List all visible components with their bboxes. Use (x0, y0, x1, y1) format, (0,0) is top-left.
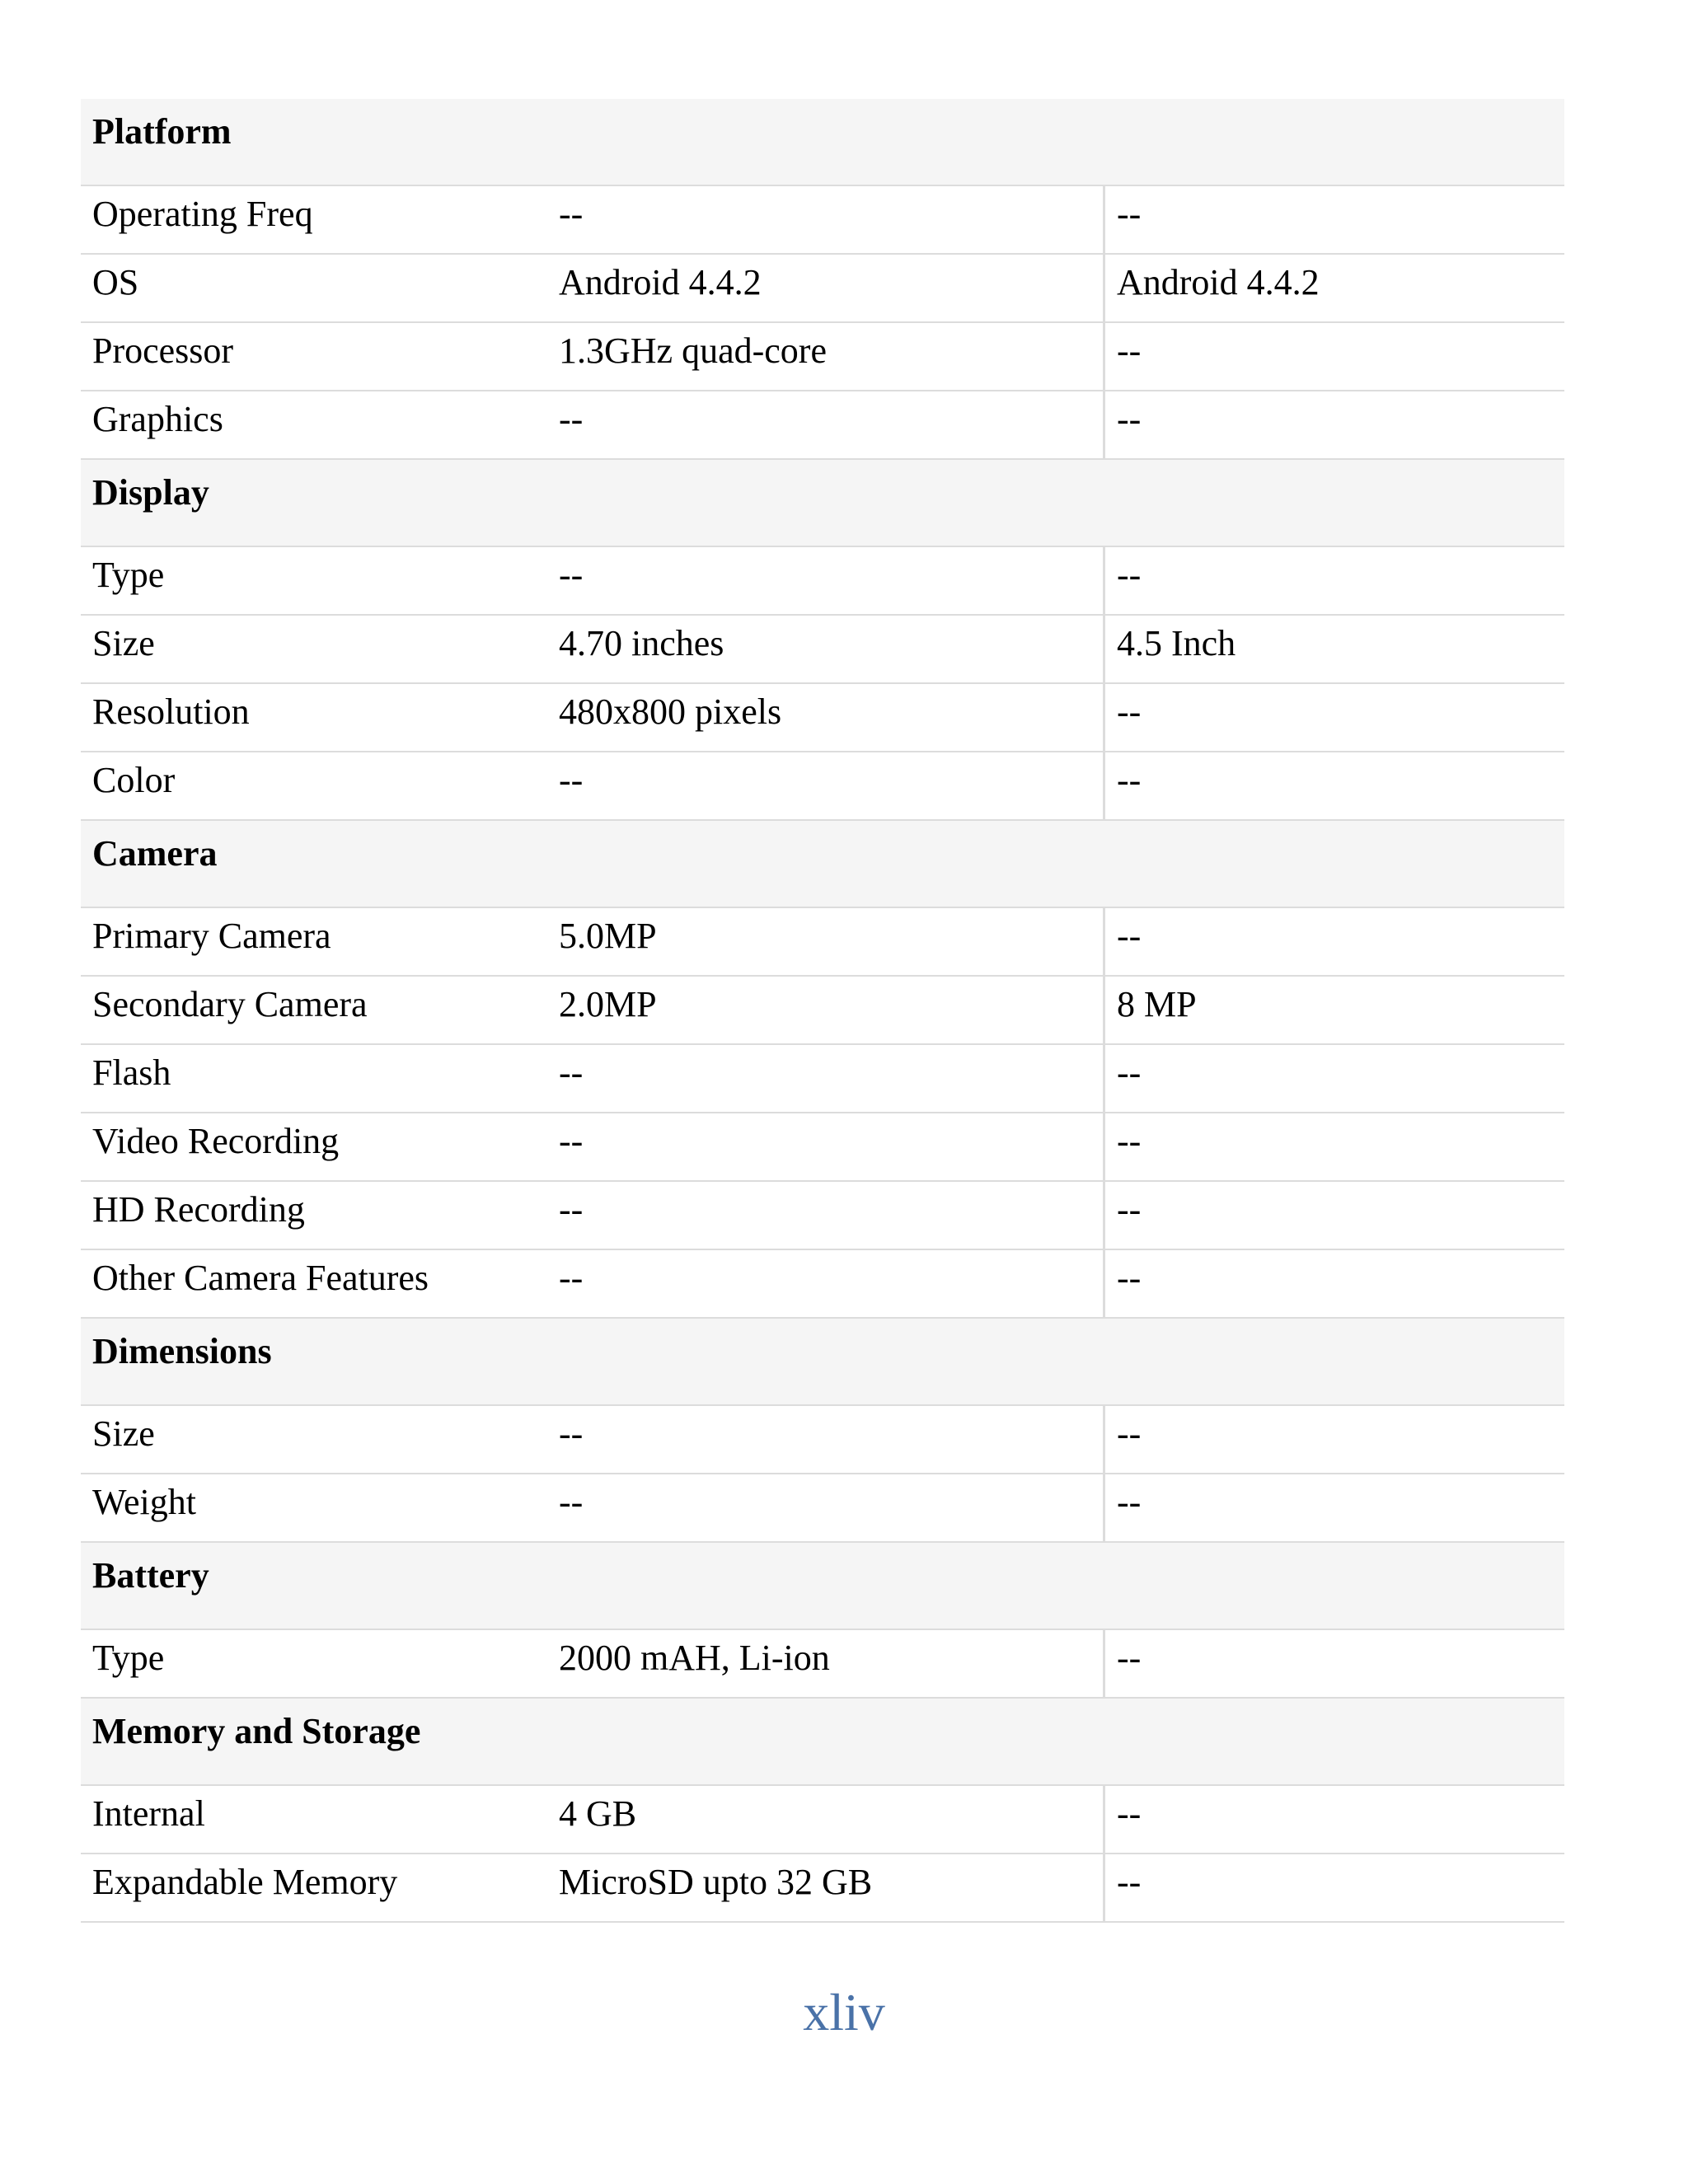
spec-value-1: 2.0MP (559, 984, 657, 1024)
spec-label: Secondary Camera (92, 984, 368, 1024)
spec-value-2: -- (1103, 1182, 1564, 1249)
table-row (81, 186, 1564, 255)
section-header-dimensions (81, 1319, 1564, 1406)
section-title: Dimensions (92, 1331, 272, 1371)
spec-label: Video Recording (92, 1121, 340, 1161)
spec-value-1: -- (559, 1482, 584, 1522)
table-row (81, 391, 1564, 460)
spec-value-1: -- (559, 1189, 584, 1230)
spec-label: Graphics (92, 399, 223, 439)
table-row (81, 255, 1564, 323)
spec-value-1: 2000 mAH, Li-ion (559, 1638, 830, 1678)
spec-label: Color (92, 760, 176, 800)
table-row (81, 1474, 1564, 1543)
section-title: Memory and Storage (92, 1711, 421, 1751)
spec-value-2: -- (1103, 323, 1564, 390)
spec-value-2: -- (1103, 186, 1564, 253)
section-title: Display (92, 472, 209, 513)
section-header-camera (81, 821, 1564, 908)
spec-value-1: -- (559, 760, 584, 800)
section-title: Camera (92, 833, 218, 874)
spec-value-2: -- (1103, 547, 1564, 614)
spec-value-1: -- (559, 1121, 584, 1161)
table-row (81, 1630, 1564, 1699)
table-row (81, 616, 1564, 684)
spec-value-2: 8 MP (1103, 977, 1564, 1043)
table-row (81, 684, 1564, 752)
table-row (81, 1045, 1564, 1113)
table-row (81, 1182, 1564, 1250)
spec-value-2: Android 4.4.2 (1103, 255, 1564, 321)
spec-value-2: -- (1103, 752, 1564, 819)
spec-label: HD Recording (92, 1189, 305, 1230)
spec-label: Expandable Memory (92, 1862, 398, 1902)
spec-value-1: 1.3GHz quad-core (559, 330, 827, 371)
spec-value-1: -- (559, 555, 584, 595)
table-row (81, 1406, 1564, 1474)
section-title: Battery (92, 1555, 209, 1596)
spec-label: Size (92, 1413, 155, 1454)
spec-label: Other Camera Features (92, 1258, 429, 1298)
section-title: Platform (92, 111, 232, 152)
spec-label: Type (92, 555, 165, 595)
section-header-display (81, 460, 1564, 547)
spec-value-2: -- (1103, 908, 1564, 975)
spec-label: Internal (92, 1793, 205, 1834)
spec-value-2: -- (1103, 1630, 1564, 1697)
spec-value-1: 4 GB (559, 1793, 637, 1834)
spec-value-1: MicroSD upto 32 GB (559, 1862, 873, 1902)
spec-label: Weight (92, 1482, 196, 1522)
spec-value-1: -- (559, 1258, 584, 1298)
spec-value-2: -- (1103, 1786, 1564, 1853)
spec-value-1: Android 4.4.2 (559, 262, 762, 302)
spec-table (81, 99, 1564, 1923)
spec-value-1: 480x800 pixels (559, 691, 782, 732)
table-row (81, 908, 1564, 977)
table-row (81, 1786, 1564, 1854)
spec-value-2: 4.5 Inch (1103, 616, 1564, 682)
section-header-battery (81, 1543, 1564, 1630)
section-header-platform (81, 99, 1564, 186)
spec-value-1: 4.70 inches (559, 623, 724, 663)
spec-label: Type (92, 1638, 165, 1678)
spec-value-2: -- (1103, 391, 1564, 458)
spec-value-1: -- (559, 1052, 584, 1093)
spec-value-1: -- (559, 399, 584, 439)
spec-label: Primary Camera (92, 916, 331, 956)
table-row (81, 1250, 1564, 1319)
spec-value-2: -- (1103, 684, 1564, 751)
spec-value-1: -- (559, 194, 584, 234)
table-row (81, 977, 1564, 1045)
spec-label: Processor (92, 330, 234, 371)
spec-label: Resolution (92, 691, 250, 732)
spec-value-2: -- (1103, 1045, 1564, 1112)
table-row (81, 323, 1564, 391)
spec-value-1: -- (559, 1413, 584, 1454)
spec-label: Operating Freq (92, 194, 313, 234)
spec-value-1: 5.0MP (559, 916, 657, 956)
table-row (81, 1113, 1564, 1182)
spec-value-2: -- (1103, 1406, 1564, 1473)
page-number: xliv (803, 1983, 885, 2041)
spec-label: Size (92, 623, 155, 663)
spec-value-2: -- (1103, 1250, 1564, 1317)
spec-label: OS (92, 262, 139, 302)
table-row (81, 1854, 1564, 1923)
table-row (81, 752, 1564, 821)
spec-label: Flash (92, 1052, 171, 1093)
table-row (81, 547, 1564, 616)
spec-value-2: -- (1103, 1474, 1564, 1541)
spec-value-2: -- (1103, 1113, 1564, 1180)
spec-value-2: -- (1103, 1854, 1564, 1921)
section-header-memory-storage (81, 1699, 1564, 1786)
